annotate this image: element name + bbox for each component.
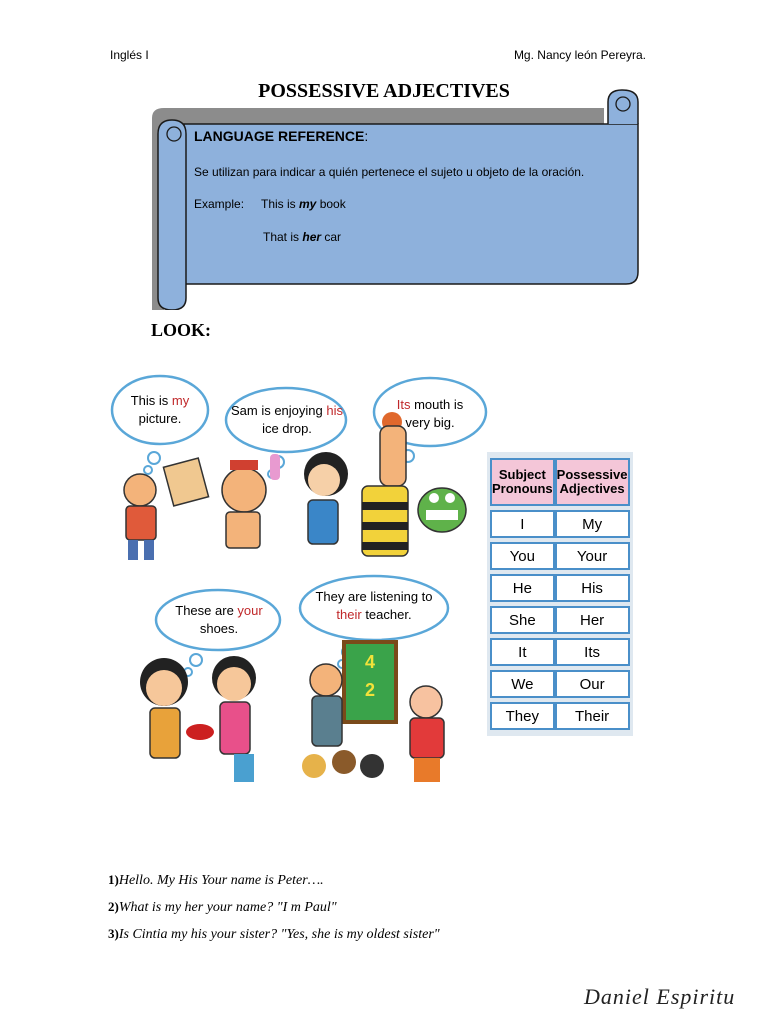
bubble-1: This is my picture. xyxy=(130,393,190,426)
pronoun-cell: He xyxy=(490,574,555,602)
table-row xyxy=(490,542,630,570)
adjective-cell: Her xyxy=(555,606,630,634)
table-header-row xyxy=(490,458,630,506)
table-row xyxy=(490,510,630,538)
table-row xyxy=(490,638,630,666)
look-label: LOOK: xyxy=(151,320,212,340)
bubble-4: These are your shoes. xyxy=(175,603,263,636)
adjective-cell: Its xyxy=(555,638,630,666)
pronoun-cell: You xyxy=(490,542,555,570)
header-left: Inglés I xyxy=(110,48,149,62)
exercise-2: 2)What is my her your name? "I m Paul" xyxy=(108,899,337,915)
comic-illustration xyxy=(108,362,488,792)
page-title: POSSESSIVE ADJECTIVES xyxy=(258,80,510,102)
adjective-cell: My xyxy=(555,510,630,538)
table-row xyxy=(490,606,630,634)
example-label: Example: xyxy=(194,197,245,211)
table-row xyxy=(490,574,630,602)
header-possessive-adjectives: Possessive Adjectives xyxy=(555,458,630,506)
exercise-3: 3)Is Cintia my his your sister? "Yes, she is my oldest sister" xyxy=(108,926,440,942)
board-number-bottom: 2 xyxy=(364,680,376,700)
signature: Daniel Espiritu xyxy=(584,984,736,1009)
adjective-cell: Our xyxy=(555,670,630,698)
bubble-5: They are listening to their teacher. xyxy=(315,589,433,622)
pronoun-cell: I xyxy=(490,510,555,538)
exercise-1: 1)Hello. My His Your name is Peter…. xyxy=(108,872,324,888)
header-subject-pronouns: Subject Pronouns xyxy=(490,458,555,506)
pronoun-cell: We xyxy=(490,670,555,698)
bubble-3: Its mouth is very big. xyxy=(396,397,464,430)
example-2: That is her car xyxy=(263,230,342,244)
reference-heading: LANGUAGE REFERENCE: xyxy=(194,128,369,144)
adjective-cell: Their xyxy=(555,702,630,730)
reference-description: Se utilizan para indicar a quién pertenece el sujeto u objeto de la oración. xyxy=(194,165,585,179)
table-row xyxy=(490,670,630,698)
pronoun-table xyxy=(487,452,633,736)
pronoun-cell: She xyxy=(490,606,555,634)
board-number-top: 4 xyxy=(364,652,376,672)
pronoun-cell: They xyxy=(490,702,555,730)
table-row xyxy=(490,702,630,730)
bubble-2: Sam is enjoying his ice drop. xyxy=(230,403,343,436)
pronoun-cell: It xyxy=(490,638,555,666)
adjective-cell: His xyxy=(555,574,630,602)
adjective-cell: Your xyxy=(555,542,630,570)
header-right: Mg. Nancy león Pereyra. xyxy=(513,48,646,62)
example-1: This is my book xyxy=(261,197,346,211)
